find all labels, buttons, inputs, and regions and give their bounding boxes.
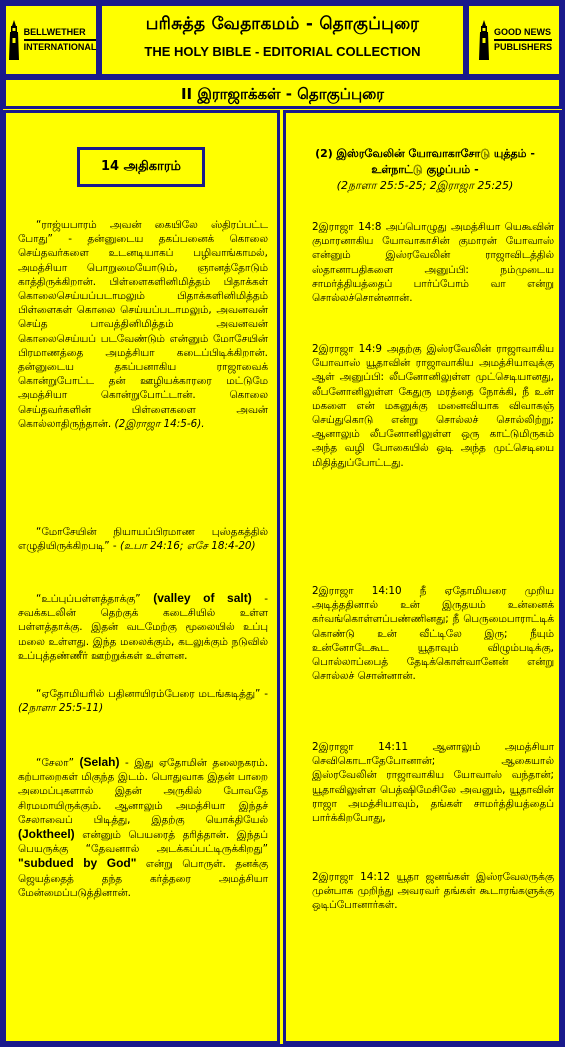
left-paragraph-3 [18,591,268,663]
left-paragraph-4 [18,687,268,715]
verse-ref: 2இராஜா 14:9 [312,343,382,355]
verse-14-9 [312,342,554,470]
subheader-box [3,77,562,109]
english-term: (valley of salt) [153,591,252,605]
paragraph-text: “ராஜ்யபாரம் அவன் கையிலே ஸ்திரப்பட்ட போது” - தன்னுடைய தகப்பனைக் கொலை செய்தவர்களை உடனடியாகப் பழிவாங்காமல், அமத்சியா பொறுமையோடும், ஞானத்தோடும் காத்திருக்கிறான். பிள்ளைகளினிமித்தம் பிதாக்கள் கொலைசெய்யப்படாமலும் பிதாக்களினிமித்தம் பிள்ளைகள் கொலை செய்யப்படாமலும், அவனவன் செய்த பாவத்தினிமித்தம் அவனவன் கொலைசெய்யப் படவேண்டும் என்னும் மோசேயின் பிரமாணத்தை அமத்சியா கடைப்பிடிக்கிறான். தன்னுடைய தகப்பனாகிய ராஜாவைக் கொன்றுபோட்ட தன் ஊழியக்காரரை மட்டுமே அமத்சியா கொன்றுபோட்டான். கொலை செய்தவர்களின் பிள்ளைகளை அவன் கொல்லாதிருந்தான். [18,219,268,430]
verse-ref: 2இராஜா 14:8 [312,221,382,233]
verse-text: நீ ஏதோமியரை முறிய அடித்ததினால் உன் இருதயம் உன்னைக் கர்வங்கொள்ளப்பண்ணினது; நீ பெருமைபாராட்டிக் கொண்டு உன் வீட்டிலே இரு; நீயும் உன்னோடேகூட யூதாவும் விழும்படிக்கு, பொல்லாப்பைத் தேடிக்கொள்வானேன் என்று சொல்லச் சொன்னான். [312,585,554,683]
logo-line2: INTERNATIONAL [23,42,97,52]
verse-ref: 2இராஜா 14:11 [312,741,409,753]
logo-line1: BELLWETHER [24,26,97,41]
left-paragraph-1 [18,218,268,431]
scripture-ref: (உபா 24:16; எசே 18:4-20) [120,540,256,553]
verse-text: அப்பொழுது அமத்சியா யெகூவின் குமாரனாகிய யோவாகாசின் குமாரன் யோவாஸ் என்னும் இஸ்ரவேலின் ராஜாவிடத்தில் ஸ்தானாபதிகளை அனுப்பி: நம்முடைய சாமர்த்தியத்தைப் பார்ப்போம் வா என்று சொல்லச்சொன்னான். [312,221,554,305]
english-term: (Selah) [79,755,120,769]
english-term: (Joktheel) [18,827,75,842]
verse-text: ஆனாலும் அமத்சியா செவிகொடாதேபோனான்; ஆகையால் இஸ்ரவேலின் ராஜாவாகிய யோவாஸ் வந்தான்; யூதாவிலுள்ள பெத்ஷிமேசிலே அவனும், யூதாவின் ராஜா அமத்சியாவும், தங்கள் சாமர்த்தியத்தைப் பார்க்கிறபோது, [312,741,554,825]
paragraph-text: என்று பொருள். தனக்கு ஜெயத்தைத் தந்த கர்த்தரை அமத்சியா மேன்மைப்படுத்தினான். [18,858,268,899]
verse-14-11 [312,740,554,825]
left-paragraph-2 [18,525,268,553]
verse-14-8 [312,220,554,305]
paragraph-text: “ஏதோமியரில் பதினாயிரம்பேரை மடங்கடித்து” - [36,688,268,700]
good-news-logo [476,20,552,60]
verse-14-12 [312,870,554,913]
paragraph-text: - இது ஏதோமின் தலைநகரம். கற்பாறைகள் மிகுந்த இடம். பொதுவாக இதன் பாறை அமைப்புகளால் இதன் அருகில் போவதே சிரமமாயிருக்கும். ஆனாலும் அமத்சியா இந்தச் சேலாவைப் பிடித்து, இதற்கு யொக்தியேல் [18,757,268,826]
paragraph-text: என்னும் பெயரைத் தரித்தான். இந்தப் பெயருக்கு “தேவனால் அடக்கப்பட்டிருக்கிறது” [18,829,268,856]
section-title: இஸ்ரவேலின் யோவாகாசோடு யுத்தம் - உள்நாட்டு குழப்பம் - [336,147,535,176]
tower-icon [476,20,492,60]
good-news-logo-box [466,3,562,77]
left-paragraph-5 [18,755,268,900]
english-term: "subdued by God" [18,856,137,871]
header-title-box [99,3,466,77]
paragraph-text: “உப்புப்பள்ளத்தாக்கு” [36,593,141,605]
paragraph-text: - சவக்கடலின் தெற்குக் கடைசியில் உள்ள பள்ளத்தாக்கு. இதன் வடமேற்கு மூலையில் உப்பு மலை உள்ளது. இந்த மலைக்கும், கடலுக்கும் நடுவில் உப்புத்தண்ணீர் ஊற்றுக்கள் உள்ளன. [18,593,269,662]
title-tamil: பரிசுத்த வேதாகமம் - தொகுப்புரை [145,14,420,34]
logo-line2: PUBLISHERS [493,42,552,52]
verse-ref: 2இராஜா 14:10 [312,585,402,597]
scripture-ref: (2நாளா 25:5-25; 2இராஜா 25:25) [336,179,514,192]
verse-text: யூதா ஜனங்கள் இஸ்ரவேலருக்கு முன்பாக முறிந்து அவரவர் தங்கள் கூடாரங்களுக்கு ஒடிப்போனார்கள். [312,871,554,912]
section-heading [294,146,556,194]
verse-ref: 2இராஜா 14:12 [312,871,391,883]
scripture-ref: (2இராஜா 14:5-6). [114,417,205,430]
paragraph-text: “மோசேயின் நியாயப்பிரமாண புஸ்தகத்தில் எழுதியிருக்கிறபடி” - [18,526,268,553]
subheader-title: II இராஜாக்கள் - தொகுப்புரை [180,85,385,103]
logo-line1: GOOD NEWS [494,26,552,41]
bellwether-logo-box [3,3,99,77]
scripture-ref: (2நாளா 25:5-11) [18,702,104,715]
bellwether-logo [6,20,97,60]
title-english: THE HOLY BIBLE - EDITORIAL COLLECTION [144,44,421,59]
verse-14-10 [312,584,554,683]
chapter-badge: 14 அதிகாரம் [77,147,205,187]
section-number: (2) [315,147,333,160]
paragraph-text: “சேலா” [36,757,74,769]
verse-text: அதற்கு இஸ்ரவேலின் ராஜாவாகிய யோவாஸ் யூதாவின் ராஜாவாகிய அமத்சியாவுக்கு ஆள் அனுப்பி: லீபனோனிலுள்ள முட்செடியானது, லீபனோனிலுள்ள கேதுரு மரத்தை நோக்கி, நீ உன் மகளை என் மகனுக்கு மனைவியாக விவாகஞ் செய்துகொடு என்று சொல்லச் சொல்லிற்று; ஆனாலும் லீபனோனிலுள்ள ஒரு காட்டுமிருகம் அந்த வழி போகையில் ஒடி அந்த முட்செடியை மிதித்துப்போட்டது. [312,343,554,469]
tower-icon [6,20,22,60]
